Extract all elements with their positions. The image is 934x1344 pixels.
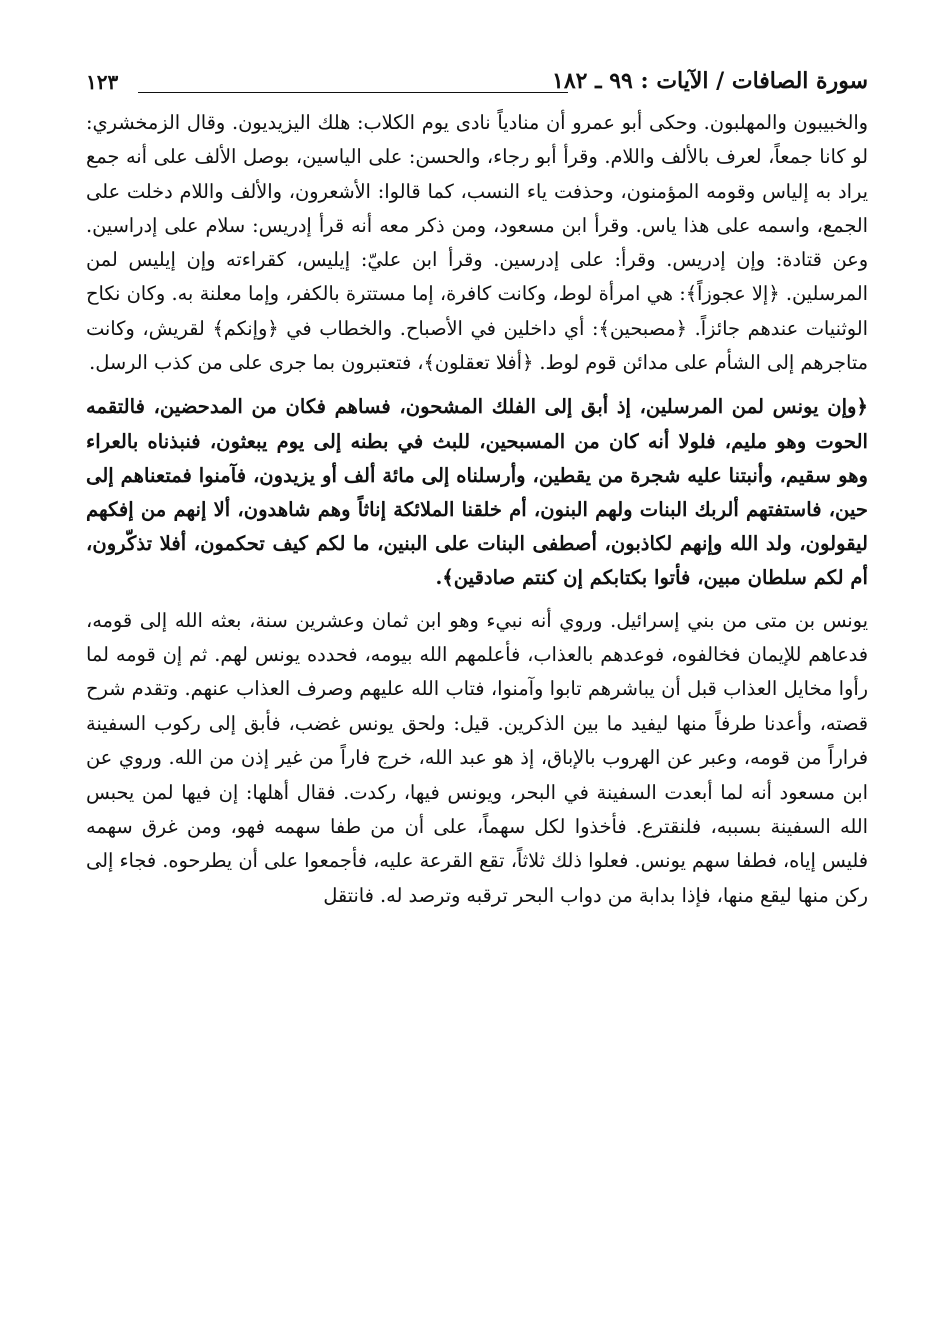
running-title: سورة الصافات / الآيات : ٩٩ ـ ١٨٢ xyxy=(552,68,868,94)
page-number: ١٢٣ xyxy=(86,70,119,94)
header-rule xyxy=(138,92,568,93)
quran-verses-paragraph: ﴿وإن يونس لمن المرسلين، إذ أبق إلى الفلك المشحون، فساهم فكان من المدحضين، فالتقمه الحوت وهو مليم، فلولا أنه كان من المسبحين، للبث في بطنه إلى يوم يبعثون، فنبذناه بالعراء وهو سقيم، وأنبتنا عليه شجرة من يقطين، وأرسلناه إلى مائة ألف أو يزيدون، فآمنوا فمتعناهم إلى حين، فاستفتهم ألربك البنات ولهم البنون، أم خلقنا الملائكة إناثاً وهم شاهدون، ألا إنهم من إفكهم ليقولون، ولد الله وإنهم لكاذبون، أصطفى البنات على البنين، ما لكم كيف تحكمون، أفلا تذكّرون، أم لكم سلطان مبين، فأتوا بكتابكم إن كنتم صادقين﴾. xyxy=(86,395,868,590)
page-header xyxy=(86,64,868,106)
book-page xyxy=(86,64,868,913)
commentary-paragraph-yunus: يونس بن متى من بني إسرائيل. وروي أنه نبيء وهو ابن ثمان وعشرين سنة، بعثه الله إلى قومه، فدعاهم للإيمان فخالفوه، فوعدهم بالعذاب، فأعلمهم الله بيومه، فحدده يونس لهم. ثم إن قومه لما رأوا مخايل العذاب قبل أن يباشرهم تابوا وآمنوا، فتاب الله عليهم وصرف العذاب عنهم. وتقدم شرح قصته، وأعدنا طرفاً منها ليفيد ما بين الذكرين. قيل: ولحق يونس غضب، فأبق إلى ركوب السفينة فراراً من قومه، وعبر عن الهروب بالإباق، إذ هو عبد الله، خرج فاراً من غير إذن من الله. وروي عن ابن مسعود أنه لما أبعدت السفينة في البحر، ويونس فيها، ركدت. فقال أهلها: إن فيها لمن يحبس الله السفينة بسببه، فلنقترع. فأخذوا لكل سهماً، على أن من طفا سهمه فهو، ومن غرق سهمه فليس إياه، فطفا سهم يونس. فعلوا ذلك ثلاثاً، تقع القرعة عليه، فأجمعوا على أن يطرحوه. فجاء إلى ركن منها ليقع منها، فإذا بدابة من دواب البحر ترقبه وترصد له. فانتقل xyxy=(86,608,868,907)
commentary-paragraph: والخبيبون والمهلبون. وحكى أبو عمرو أن منادياً نادى يوم الكلاب: هلك اليزيديون. وقال الزمخشري: لو كانا جمعاً، لعرف بالألف واللام. وقرأ أبو رجاء، والحسن: على الياسين، بوصل الألف على أنه جمع يراد به إلياس وقومه المؤمنون، وحذفت ياء النسب، كما قالوا: الأشعرون، والألف واللام دخلت على الجمع، واسمه على هذا ياس. وقرأ ابن مسعود، ومن ذكر معه أنه قرأ إدريس: سلام على إدراسين. وعن قتادة: وإن إدريس. وقرأ: على إدرسين. وقرأ ابن عليّ: إيليس، كقراءته وإن إيليس لمن المرسلين. ﴿إلا عجوزاً﴾: هي امرأة لوط، وكانت كافرة، إما مستترة بالكفر، وإما معلنة به. وكان نكاح الوثنيات عندهم جائزاً. ﴿مصبحين﴾: أي داخلين في الأصباح. والخطاب في ﴿وإنكم﴾ لقريش، وكانت متاجرهم إلى الشأم على مدائن قوم لوط. ﴿أفلا تعقلون﴾، فتعتبرون بما جرى على من كذب الرسل. xyxy=(86,111,868,375)
